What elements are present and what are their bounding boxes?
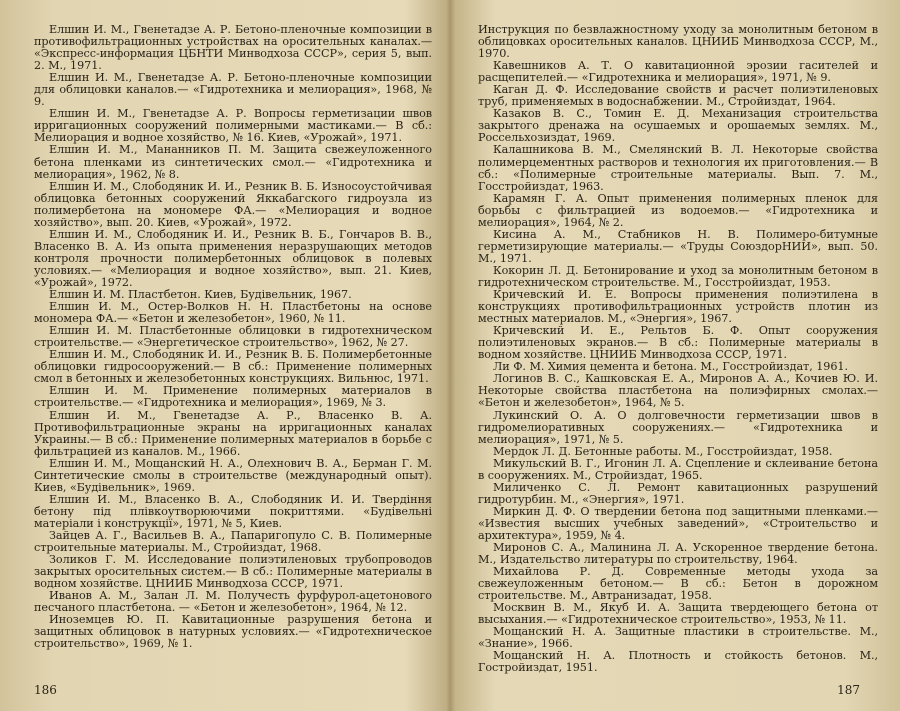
bibliography-entry: Калашникова В. М., Смелянский В. Л. Некоторые свойства полимерцементных растворов и технология их приготовления.— В сб.: «Полимерные строительные материалы. Вып. 7. М., Госстройиздат, 1963. bbox=[478, 143, 878, 193]
bibliography-entry: Елшин И. М., Гвенетадзе А. Р. Бетоно-пленочные композиции в противофильтрационных устройствах на оросительных каналах.— «Экспресс-информация ЦБНТИ Минводхоза СССР», серия 5, вып. 2. М., 1971. bbox=[34, 23, 432, 73]
bibliography-entry: Михайлова Р. Д. Современные методы ухода за свежеуложенным бетоном.— В сб.: Бетон в дорожном строительстве. М., Автранизадат, 1958. bbox=[478, 565, 878, 603]
bibliography-entry: Лукинский О. А. О долговечности герметизации швов в гидромелиоративных сооружениях.— «Гидротехника и мелиорация», 1971, № 5. bbox=[478, 408, 878, 446]
page-number: 186 bbox=[34, 683, 57, 697]
bibliography-entry: Иноземцев Ю. П. Кавитационные разрушения бетона и защитных облицовок в натурных условиях.— «Гидротехническое строительство», 1969, № 1. bbox=[34, 613, 432, 651]
bibliography-entry: Логинов В. С., Кашковская Е. А., Миронов А. А., Кочиев Ю. И. Некоторые свойства пластбетона на полиэфирных смолах.— «Бетон и железобетон», 1964, № 5. bbox=[478, 372, 878, 410]
bibliography-entry: Зайцев А. Г., Васильев В. А., Папаригопуло С. В. Полимерные строительные материалы. М., Стройиздат, 1968. bbox=[34, 528, 432, 555]
bibliography-entry: Кокорин Л. Д. Бетонирование и уход за монолитным бетоном в гидротехническом строительстве. М., Госстройиздат, 1953. bbox=[478, 263, 878, 289]
bibliography-entry: Мердок Л. Д. Бетонные работы. М., Госстройиздат, 1958. bbox=[493, 444, 833, 458]
bibliography-entry: Миронов С. А., Малинина Л. А. Ускоренное твердение бетона. М., Издательство литературы по строительству, 1964. bbox=[478, 541, 878, 567]
bibliography-entry: Миркин Д. Ф. О твердении бетона под защитными пленками.— «Известия высших учебных заведений», «Строительство и архитектура», 1959, № 4. bbox=[478, 504, 878, 542]
bibliography-entry: Казаков В. С., Томин Е. Д. Механизация строительства закрытого дренажа на осушаемых и орошаемых землях. М., Россельхозиздат, 1969. bbox=[478, 107, 878, 145]
bibliography-list bbox=[478, 24, 878, 675]
bibliography-entry: Карамян Г. А. Опыт применения полимерных пленок для борьбы с фильтрацией из водоемов.— «Гидротехника и мелиорация», 1964, № 2. bbox=[478, 191, 878, 229]
bibliography-entry: Елшин И. М., Слободяник И. И., Резник В. Б. Износоустойчивая облицовка бетонных сооружений Яккабагского гидроузла из полимербетона на мономере ФА.— «Мелиорация и водное хозяйство», вып. 20. Киев, «Урожай», 1972. bbox=[34, 179, 432, 229]
bibliography-entry: Елшин И. М. Пластбетонные облицовки в гидротехническом строительстве.— «Энергетическое строительство», 1962, № 27. bbox=[34, 324, 432, 350]
bibliography-entry: Кричевский И. Е. Вопросы применения полиэтилена в конструкциях противофильтрационных устройств плотин из местных материалов. М., «Энергия», 1967. bbox=[478, 288, 878, 326]
bibliography-entry: Елшин И. М., Гвенетадзе А. Р. Вопросы герметизации швов ирригационных сооружений полимерными мастиками.— В сб.: Мелиорация и водное хозяйство, № 16. Киев, «Урожай», 1971. bbox=[34, 107, 432, 145]
bibliography-entry: Елшин И. М. Применение полимерных материалов в строительстве.— «Гидротехника и мелиорация», 1969, № 3. bbox=[34, 384, 432, 410]
right-page bbox=[450, 0, 900, 711]
bibliography-entry: Елшин И. М., Гвенетадзе А. Р., Власенко В. А. Противофильтрационные экраны на ирригационных каналах Украины.— В сб.: Применение полимерных материалов в борьбе с фильтрацией из каналов. М., 1966. bbox=[34, 408, 432, 458]
bibliography-entry: Москвин В. М., Якуб И. А. Защита твердеющего бетона от высыхания.— «Гидротехническое строительство», 1953, № 11. bbox=[478, 601, 878, 627]
bibliography-entry: Мощанский Н. А. Плотность и стойкость бетонов. М., Гостройиздат, 1951. bbox=[478, 649, 878, 675]
bibliography-entry: Елшин И. М., Слободяник И. И., Резник В. Б., Гончаров В. В., Власенко В. А. Из опыта применения неразрушающих методов контроля прочности полимербетонных облицовок в полевых условиях.— «Мелиорация и водное хозяйство», вып. 21. Киев, «Урожай», 1972. bbox=[34, 227, 432, 289]
bibliography-list bbox=[34, 24, 432, 650]
bibliography-entry: Каган Д. Ф. Исследование свойств и расчет полиэтиленовых труб, применяемых в водоснабжении. М., Стройиздат, 1964. bbox=[478, 83, 878, 109]
page-number: 187 bbox=[837, 683, 860, 697]
bibliography-entry: Кричевский И. Е., Рельтов Б. Ф. Опыт сооружения полиэтиленовых экранов.— В сб.: Полимерные материалы в водном хозяйстве. ЦНИИБ Минводхоза СССР, 1971. bbox=[478, 324, 878, 362]
bibliography-entry: Кисина А. М., Стабников Н. В. Полимеро-битумные герметизирующие материалы.— «Труды СоюздорНИИ», вып. 50. М., 1971. bbox=[478, 227, 878, 265]
bibliography-entry: Микульский В. Г., Игонин Л. А. Сцепление и склеивание бетона в сооружениях. М., Стройиздат, 1965. bbox=[478, 456, 878, 482]
bibliography-entry: Елшин И. М., Мананников П. М. Защита свежеуложенного бетона пленками из синтетических смол.— «Гидротехника и мелиорация», 1962, № 8. bbox=[34, 143, 432, 181]
bibliography-entry: Инструкция по безвлажностному уходу за монолитным бетоном в облицовках оросительных каналов. ЦНИИБ Минводхоза СССР, М., 1970. bbox=[478, 23, 878, 61]
bibliography-entry: Елшин И. М., Остер-Волков Н. Н. Пластбетоны на основе мономера ФА.— «Бетон и железобетон», 1960, № 11. bbox=[34, 300, 432, 326]
bibliography-entry: Золиков Г. М. Исследование полиэтиленовых трубопроводов закрытых оросительных систем.— В сб.: Полимерные материалы в водном хозяйстве. ЦНИИБ Минводхоза СССР, 1971. bbox=[34, 553, 432, 591]
bibliography-entry: Иванов А. М., Залан Л. М. Получесть фурфурол-ацетонового песчаного пластбетона. — «Бетон и железобетон», 1964, № 12. bbox=[34, 589, 432, 615]
bibliography-entry: Мощанский Н. А. Защитные пластики в строительстве. М., «Знание», 1966. bbox=[478, 625, 878, 651]
bibliography-entry: Кавешников А. Т. О кавитационной эрозии гасителей и расщепителей.— «Гидротехника и мелиорация», 1971, № 9. bbox=[478, 59, 878, 85]
bibliography-entry: Елшин И. М., Власенко В. А., Слободяник И. И. Твердіння бетону під плівкоутворюючими покриттями. «Будівельні матеріали і конструкції», 1971, № 5, Киев. bbox=[34, 492, 432, 530]
bibliography-entry: Елшин И. М., Мощанский Н. А., Олехнович В. А., Берман Г. М. Синтетические смолы в строительстве (международный опыт). Киев, «Будівельник», 1969. bbox=[34, 456, 432, 494]
bibliography-entry: Миличенко С. Л. Ремонт кавитационных разрушений гидротурбин. М., «Энергия», 1971. bbox=[478, 480, 878, 506]
bibliography-entry: Ли Ф. М. Химия цемента и бетона. М., Госстройиздат, 1961. bbox=[493, 360, 848, 374]
bibliography-entry: Елшин И. М., Слободяник И. И., Резник В. Б. Полимербетонные облицовки гидросооружений.— В сб.: Применение полимерных смол в бетонных и железобетонных конструкциях. Вильнюс, 1971. bbox=[34, 348, 432, 386]
bibliography-entry: Елшин И. М. Пластбетон. Киев, Будівельник, 1967. bbox=[49, 288, 352, 302]
bibliography-entry: Елшин И. М., Гвенетадзе А. Р. Бетоно-пленочные композиции для облицовки каналов.— «Гидротехника и мелиорация», 1968, № 9. bbox=[34, 71, 432, 109]
